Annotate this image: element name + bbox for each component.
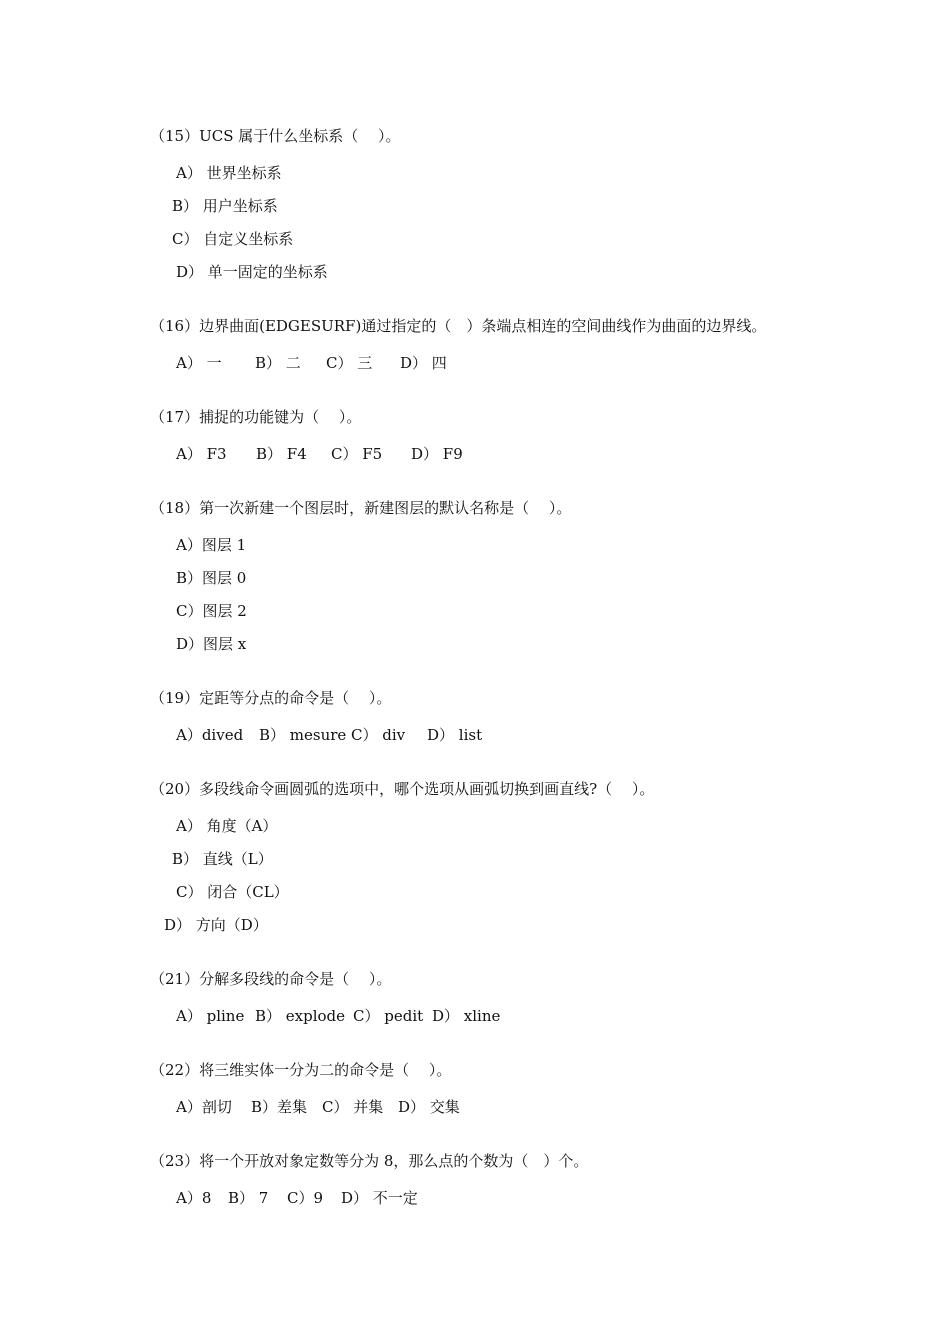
question-15-option-b: B） 用户坐标系 <box>172 197 278 215</box>
question-19-option-d: D） list <box>427 726 483 744</box>
question-20-stem: （20）多段线命令画圆弧的选项中，哪个选项从画弧切换到画直线?（ ）。 <box>150 780 655 798</box>
question-20-option-b: B） 直线（L） <box>172 850 273 868</box>
question-17-stem: （17）捕捉的功能键为（ ）。 <box>150 408 362 426</box>
question-16-option-c: C） 三 <box>326 354 373 372</box>
question-21-option-b: B） explode <box>255 1007 346 1025</box>
question-17-option-a: A） F3 <box>176 445 227 463</box>
question-16-option-d: D） 四 <box>400 354 447 372</box>
question-15-option-a: A） 世界坐标系 <box>176 164 282 182</box>
question-22-option-b: B）差集 <box>251 1098 308 1116</box>
question-19-option-c: C） div <box>351 726 406 744</box>
question-21-option-a: A） pline <box>176 1007 245 1025</box>
question-20-option-d: D） 方向（D） <box>164 916 268 934</box>
question-21-option-c: C） pedit <box>353 1007 424 1025</box>
question-17-option-b: B） F4 <box>256 445 307 463</box>
question-15-stem: （15）UCS 属于什么坐标系（ ）。 <box>150 127 401 145</box>
question-22-option-a: A）剖切 <box>176 1098 232 1116</box>
question-16-stem: （16）边界曲面(EDGESURF)通过指定的（ ）条端点相连的空间曲线作为曲面的边界线。 <box>150 317 767 335</box>
question-21-option-d: D） xline <box>432 1007 501 1025</box>
question-23-stem: （23）将一个开放对象定数等分为 8，那么点的个数为（ ）个。 <box>150 1152 589 1170</box>
question-18-option-d: D）图层 x <box>176 635 247 653</box>
question-19-option-a: A）dived <box>176 726 244 744</box>
question-18-option-b: B）图层 0 <box>176 569 247 587</box>
question-22-option-d: D） 交集 <box>398 1098 460 1116</box>
question-18-option-a: A）图层 1 <box>176 536 247 554</box>
question-16-option-b: B） 二 <box>255 354 301 372</box>
question-23-option-a: A）8 <box>176 1189 212 1207</box>
question-15-option-c: C） 自定义坐标系 <box>172 230 294 248</box>
question-20-option-c: C） 闭合（CL） <box>176 883 289 901</box>
question-22-stem: （22）将三维实体一分为二的命令是（ ）。 <box>150 1061 452 1079</box>
question-23-option-c: C）9 <box>287 1189 324 1207</box>
question-18-stem: （18）第一次新建一个图层时，新建图层的默认名称是（ ）。 <box>150 499 572 517</box>
question-15-option-d: D） 单一固定的坐标系 <box>176 263 328 281</box>
question-16-option-a: A） 一 <box>176 354 222 372</box>
question-23-option-d: D） 不一定 <box>341 1189 418 1207</box>
question-22-option-c: C） 并集 <box>322 1098 384 1116</box>
question-19-option-b: B） mesure <box>259 726 347 744</box>
question-17-option-c: C） F5 <box>331 445 383 463</box>
question-19-stem: （19）定距等分点的命令是（ ）。 <box>150 689 392 707</box>
question-17-option-d: D） F9 <box>411 445 463 463</box>
question-20-option-a: A） 角度（A） <box>176 817 278 835</box>
question-18-option-c: C）图层 2 <box>176 602 247 620</box>
question-21-stem: （21）分解多段线的命令是（ ）。 <box>150 970 392 988</box>
question-23-option-b: B） 7 <box>228 1189 269 1207</box>
